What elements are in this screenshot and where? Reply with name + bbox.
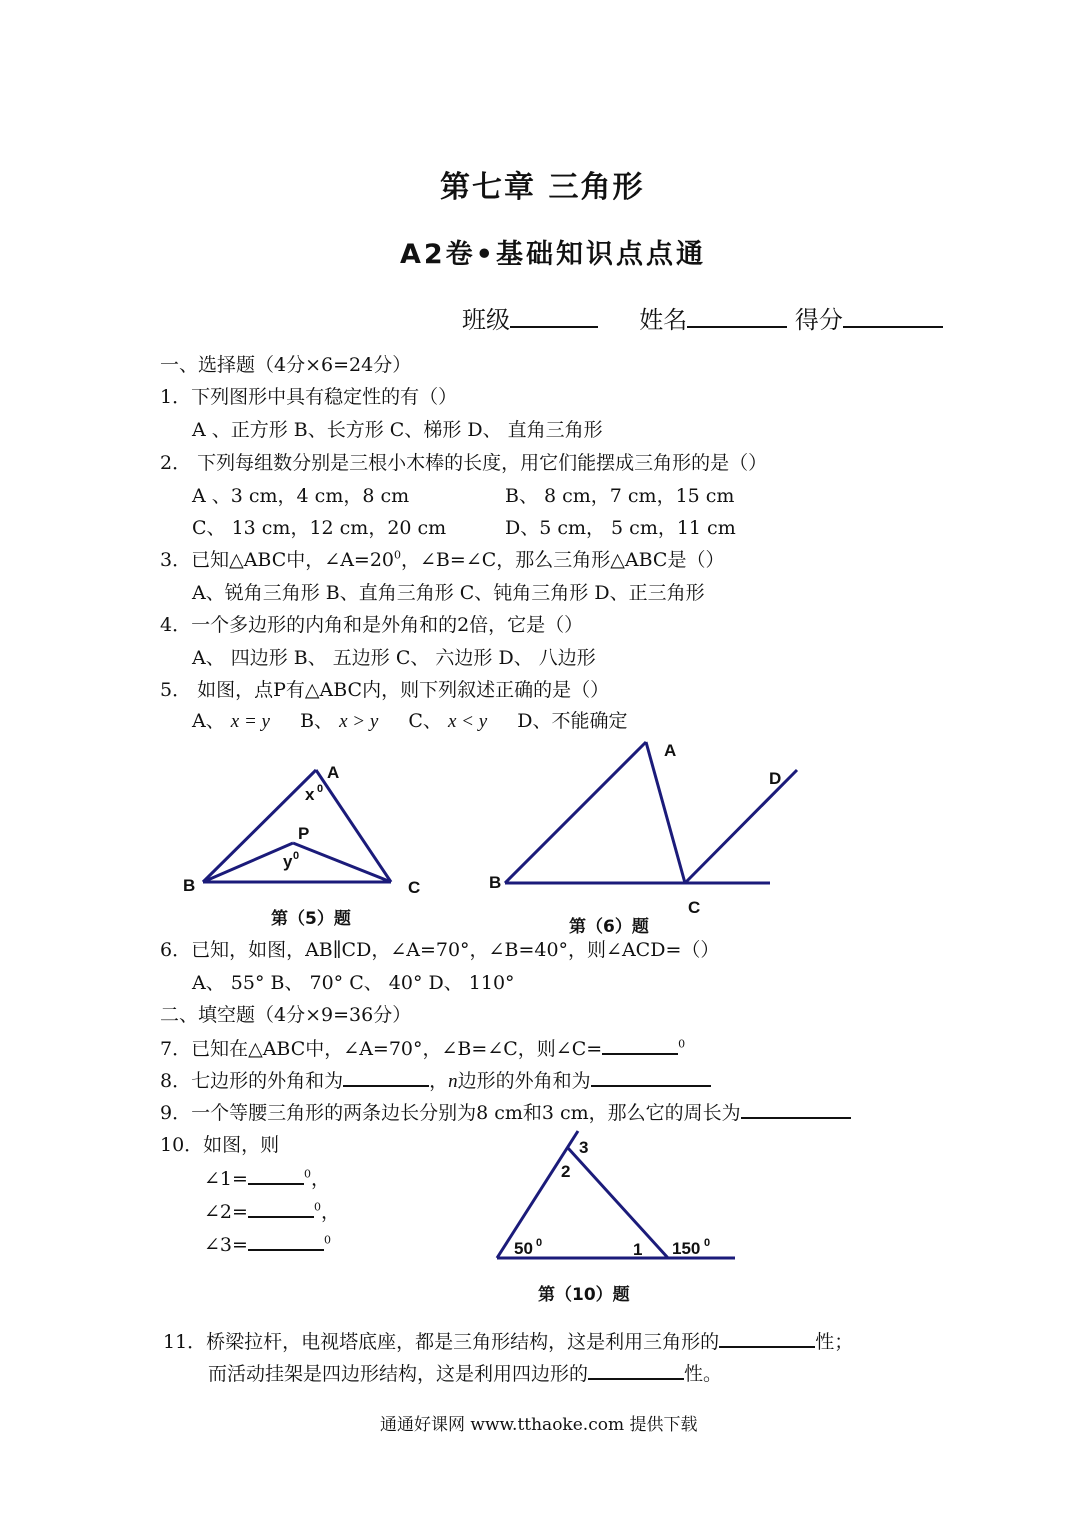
- q5-stem: 5． 如图，点P有△ABC内，则下列叙述正确的是（）: [160, 679, 610, 701]
- q5-option-b: B、: [300, 710, 334, 732]
- q11-stem-a: 11．桥梁拉杆，电视塔底座，都是三角形结构，这是利用三角形的: [163, 1331, 720, 1353]
- fig10-label-2: 2: [561, 1162, 571, 1181]
- q3-stem-part2: ，∠B=∠C，那么三角形△ABC是（）: [401, 549, 725, 571]
- fig10-label-50-deg: 0: [536, 1237, 543, 1249]
- q11-stem-c: 而活动挂架是四边形结构，这是利用四边形的: [208, 1363, 589, 1385]
- q8-n: n: [448, 1071, 458, 1092]
- q2-option-d: D、5 cm， 5 cm，11 cm: [505, 517, 736, 539]
- q10-stem: 10．如图，则: [160, 1134, 280, 1156]
- fig6-label-d: D: [769, 769, 782, 788]
- q5-expr-b: x > y: [339, 711, 379, 732]
- q10-angle2: ∠2= $^0$，: [204, 1196, 340, 1224]
- q10-angle1-label: ∠1=: [204, 1168, 248, 1190]
- q2-option-c: C、 13 cm，12 cm，20 cm: [192, 517, 447, 539]
- class-label: 班级: [462, 306, 510, 334]
- degree-mark: 0: [323, 1233, 331, 1247]
- page-footer: 通通好课网 www.tthaoke.com 提供下载: [380, 1415, 698, 1435]
- q10-angle3-label: ∠3=: [204, 1234, 248, 1256]
- fig10-label-50: 50: [514, 1239, 533, 1258]
- degree-mark: 0: [394, 548, 402, 562]
- fig5-label-x-deg: 0: [317, 783, 324, 795]
- fig5-label-c: C: [408, 878, 421, 897]
- q11-line1: [163, 1326, 853, 1354]
- q11-blank-2[interactable]: [588, 1358, 684, 1380]
- degree-mark: 0: [303, 1167, 311, 1181]
- fig6-label-b: B: [489, 873, 502, 892]
- q2-option-a: A 、3 cm，4 cm，8 cm: [192, 485, 410, 507]
- fig5-caption: 第（5）题: [271, 909, 351, 929]
- q4-stem: 4．一个多边形的内角和是外角和的2倍，它是（）: [160, 614, 584, 636]
- fig10-label-150: 150: [672, 1239, 701, 1258]
- fig10-label-1: 1: [633, 1240, 643, 1259]
- q11-stem-b: 性；: [815, 1331, 854, 1353]
- q8-stem-c: 边形的外角和为: [457, 1070, 591, 1092]
- section2-heading: 二、填空题（4分×9=36分）: [160, 1004, 412, 1026]
- q3-options: A、锐角三角形 B、直角三角形 C、钝角三角形 D、正三角形: [192, 582, 705, 604]
- score-label: 得分: [794, 306, 843, 334]
- fig5-label-y-deg: 0: [293, 850, 300, 862]
- q9-stem: 9．一个等腰三角形的两条边长分别为8 cm和3 cm，那么它的周长为: [160, 1102, 741, 1124]
- degree-mark: 0: [313, 1200, 321, 1214]
- q5-expr-c: x < y: [447, 711, 488, 732]
- q6-options: A、 55° B、 70° C、 40° D、 110°: [192, 972, 515, 994]
- fig10-label-3: 3: [579, 1138, 589, 1157]
- q3-stem-part1: 3．已知△ABC中，∠A=20: [160, 549, 395, 571]
- q2-stem: 2． 下列每组数分别是三根小木棒的长度，用它们能摆成三角形的是（）: [160, 452, 768, 474]
- fig6-caption: 第（6）题: [569, 917, 649, 937]
- fig10-right-side: [568, 1148, 668, 1258]
- q5-expr-a: x = y: [230, 711, 270, 732]
- q2-option-b: B、 8 cm，7 cm，15 cm: [505, 485, 735, 507]
- q10-angle1: ∠1= $^0$，: [204, 1163, 330, 1191]
- degree-mark: 0: [678, 1037, 686, 1051]
- q11-line2: [208, 1358, 722, 1386]
- q5-option-c: C、: [408, 710, 442, 732]
- q8-comma: ，: [429, 1070, 449, 1092]
- name-label: 姓名: [639, 306, 688, 334]
- q1-stem: 1．下列图形中具有稳定性的有（）: [160, 386, 458, 408]
- q6-stem: 6．已知，如图，AB∥CD，∠A=70°，∠B=40°，则∠ACD=（）: [160, 939, 720, 961]
- q8-stem-a: 8．七边形的外角和为: [160, 1070, 344, 1092]
- q5-option-a: A、: [192, 710, 225, 732]
- chapter-title: 第七章 三角形: [440, 170, 645, 205]
- q1-options: A 、正方形 B、长方形 C、梯形 D、 直角三角形: [192, 419, 603, 441]
- fig5-label-b: B: [183, 876, 196, 895]
- q11-stem-d: 性。: [684, 1363, 723, 1385]
- q5-option-d: D、不能确定: [517, 710, 628, 732]
- fig5-label-y: y: [283, 852, 293, 871]
- q11-blank-1[interactable]: [719, 1326, 815, 1348]
- fig5-label-a: A: [327, 763, 340, 782]
- q7-stem: 7．已知在△ABC中，∠A=70°，∠B=∠C，则∠C=: [160, 1038, 603, 1060]
- fig6-label-c: C: [688, 898, 701, 917]
- section1-heading: 一、选择题（4分×6=24分）: [160, 354, 412, 376]
- fig10-label-150-deg: 0: [704, 1237, 711, 1249]
- fig6-label-a: A: [664, 741, 677, 760]
- q4-options: A、 四边形 B、 五边形 C、 六边形 D、 八边形: [192, 647, 596, 669]
- fig10-caption: 第（10）题: [538, 1285, 630, 1305]
- q10-angle2-label: ∠2=: [204, 1201, 248, 1223]
- fig5-label-x: x: [305, 785, 315, 804]
- paper-subtitle: A2卷•基础知识点点通: [400, 239, 706, 270]
- fig5-label-p: P: [298, 824, 310, 843]
